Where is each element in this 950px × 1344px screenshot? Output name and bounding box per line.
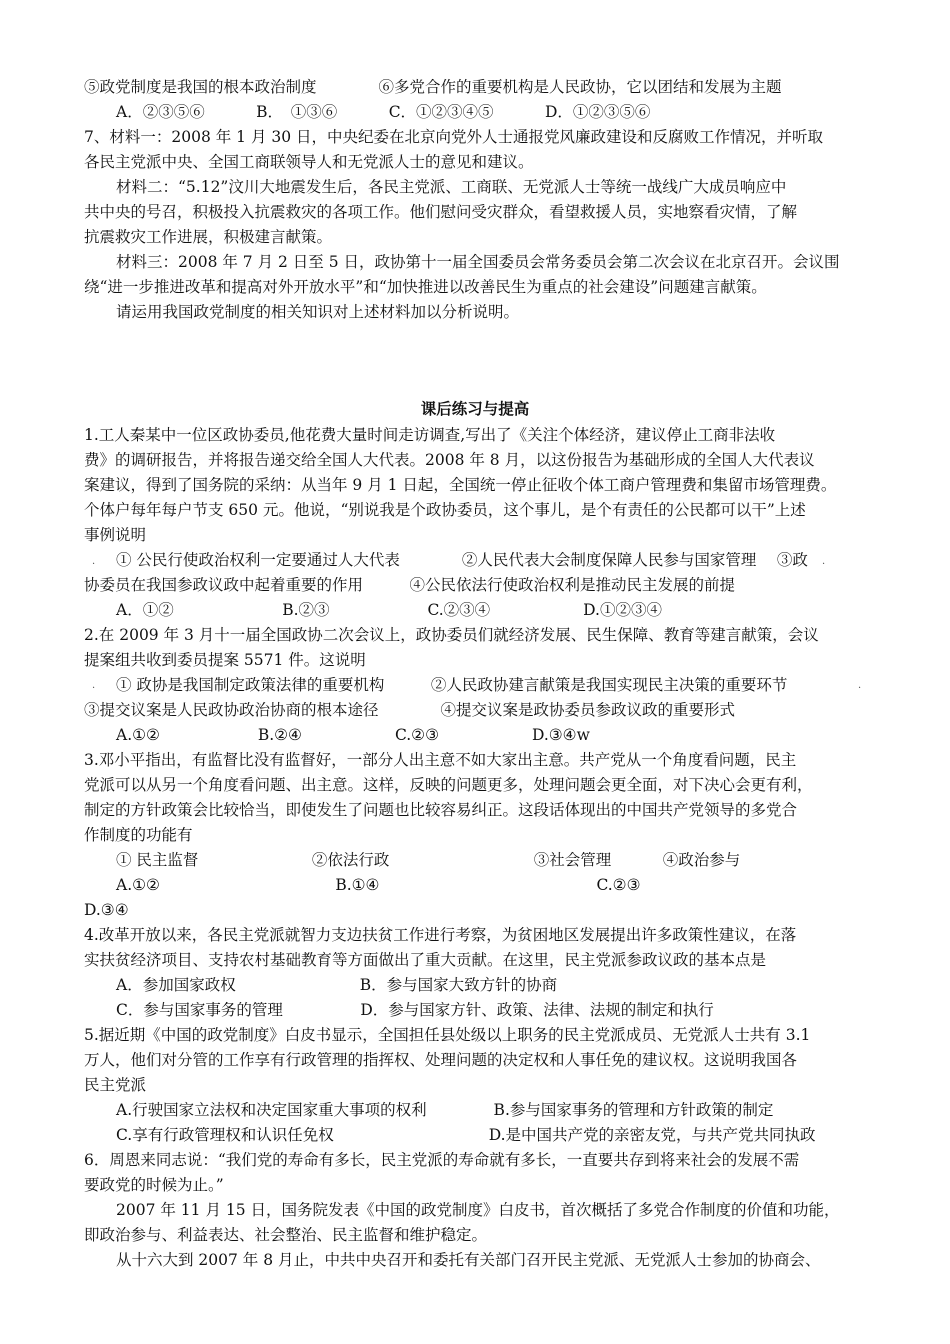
text-line: ① 公民行使政治权利一定要通过人大代表 ②人民代表大会制度保障人民参与国家管理 ③政	[116, 551, 808, 569]
question-line: 5.据近期《中国的政党制度》白皮书显示，全国担任县处级以上职务的民主党派成员、无党派人士共有 3.1	[84, 1026, 811, 1044]
text-line: 即政治参与、利益表达、社会整治、民主监督和维护稳定。	[84, 1226, 488, 1244]
text-line: 实扶贫经济项目、支持农村基础教育等方面做出了重大贡献。在这里，民主党派参政议政的基本点是	[84, 951, 767, 969]
text-line: 从十六大到 2007 年 8 月止，中共中央召开和委托有关部门召开民主党派、无党派人士参加的协商会、	[116, 1251, 821, 1269]
text-line: 要政党的时候为止。”	[84, 1176, 224, 1194]
text-line: 各民主党派中央、全国工商联领导人和无党派人士的意见和建议。	[84, 153, 534, 171]
answer-options: A.①② B.①④ C.②③	[116, 876, 641, 894]
stray-dot: ·	[858, 683, 862, 694]
question-line: 4.改革开放以来，各民主党派就智力支边扶贫工作进行考察，为贫困地区发展提出许多政策性建议，在落	[84, 926, 797, 944]
answer-options: A．②③⑤⑥ B． ①③⑥ C．①②③④⑤ D．①②③⑤⑥	[116, 103, 651, 121]
answer-options: A．参加国家政权 B．参与国家大致方针的协商	[116, 976, 558, 994]
text-line: 制定的方针政策会比较恰当，即使发生了问题也比较容易纠正。这段话体现出的中国共产党领导的多党合	[84, 801, 798, 819]
answer-options: A．①② B.②③ C.②③④ D.①②③④	[116, 601, 662, 619]
text-line: 党派可以从另一个角度看问题、出主意。这样，反映的问题更多，处理问题会更全面，对下决心会更有利，	[84, 776, 813, 794]
answer-options: D.③④	[84, 901, 129, 919]
answer-options: C．参与国家事务的管理 D．参与国家方针、政策、法律、法规的制定和执行	[116, 1001, 714, 1019]
text-line: 材料二：“5.12”汶川大地震发生后，各民主党派、工商联、无党派人士等统一战线广大成员响应中	[116, 178, 787, 196]
question-line: 3.邓小平指出，有监督比没有监督好，一部分人出主意不如大家出主意。共产党从一个角度看问题，民主	[84, 751, 797, 769]
text-line: 事例说明	[84, 526, 147, 544]
text-line: 提案组共收到委员提案 5571 件。这说明	[84, 651, 366, 669]
text-line: 费》的调研报告，并将报告递交给全国人大代表。2008 年 8 月，以这份报告为基础形成的全国人大代表议	[84, 451, 815, 469]
text-line: ① 民主监督 ②依法行政 ③社会管理 ④政治参与	[116, 851, 741, 869]
stray-dot: ·	[92, 559, 96, 570]
text-line: 2007 年 11 月 15 日，国务院发表《中国的政党制度》白皮书，首次概括了多党合作制度的价值和功能，	[116, 1201, 840, 1219]
text-line: ⑤政党制度是我国的根本政治制度 ⑥多党合作的重要机构是人民政协，它以团结和发展为主题	[84, 78, 782, 96]
answer-options: A.①② B.②④ C.②③ D.③④w	[116, 726, 590, 744]
text-line: 请运用我国政党制度的相关知识对上述材料加以分析说明。	[116, 303, 520, 321]
answer-options: A.行驶国家立法权和决定国家重大事项的权利 B.参与国家事务的管理和方针政策的制定	[116, 1101, 774, 1119]
text-line: 万人，他们对分管的工作享有行政管理的指挥权、处理问题的决定权和人事任免的建议权。这说明我国各	[84, 1051, 798, 1069]
text-line: 共中央的号召，积极投入抗震救灾的各项工作。他们慰问受灾群众，看望救援人员，实地察看灾情，了解	[84, 203, 798, 221]
text-line: ③提交议案是人民政协政治协商的根本途径 ④提交议案是政协委员参政议政的重要形式	[84, 701, 736, 719]
answer-options: C.享有行政管理权和认识任免权 D.是中国共产党的亲密友党，与共产党共同执政	[116, 1126, 816, 1144]
text-line: 案建议，得到了国务院的采纳：从当年 9 月 1 日起，全国统一停止征收个体工商户管理费和集留市场管理费。	[84, 476, 837, 494]
question-line: 7、材料一：2008 年 1 月 30 日，中央纪委在北京向党外人士通报党风廉政建设和反腐败工作情况，并听取	[84, 128, 824, 146]
question-line: 1.工人秦某中一位区政协委员,他花费大量时间走访调查,写出了《关注个体经济，建议停止工商非法收	[84, 426, 776, 444]
text-line: 民主党派	[84, 1076, 147, 1094]
text-line: ① 政协是我国制定政策法律的重要机构 ②人民政协建言献策是我国实现民主决策的重要环节	[116, 676, 788, 694]
text-line: 协委员在我国参政议政中起着重要的作用 ④公民依法行使政治权利是推动民主发展的前提	[84, 576, 736, 594]
text-line: 个体户每年每户节支 650 元。他说，“别说我是个政协委员，这个事儿，是个有责任的公民都可以干”上述	[84, 501, 806, 519]
question-line: 2.在 2009 年 3 月十一届全国政协二次会议上，政协委员们就经济发展、民生保障、教育等建言献策，会议	[84, 626, 819, 644]
text-line: 作制度的功能有	[84, 826, 193, 844]
text-line: 材料三：2008 年 7 月 2 日至 5 日，政协第十一届全国委员会常务委员会第二次会议在北京召开。会议围	[116, 253, 840, 271]
stray-dot: ·	[822, 559, 826, 570]
section-title: 课后练习与提高	[420, 399, 530, 418]
text-line: 抗震救灾工作进展，积极建言献策。	[84, 228, 333, 246]
stray-dot: ·	[92, 683, 96, 694]
text-line: 绕“进一步推进改革和提高对外开放水平”和“加快推进以改善民生为重点的社会建设”问题建言献策。	[84, 278, 767, 296]
question-line: 6．周恩来同志说：“我们党的寿命有多长，民主党派的寿命就有多长，一直要共存到将来社会的发展不需	[84, 1151, 800, 1169]
